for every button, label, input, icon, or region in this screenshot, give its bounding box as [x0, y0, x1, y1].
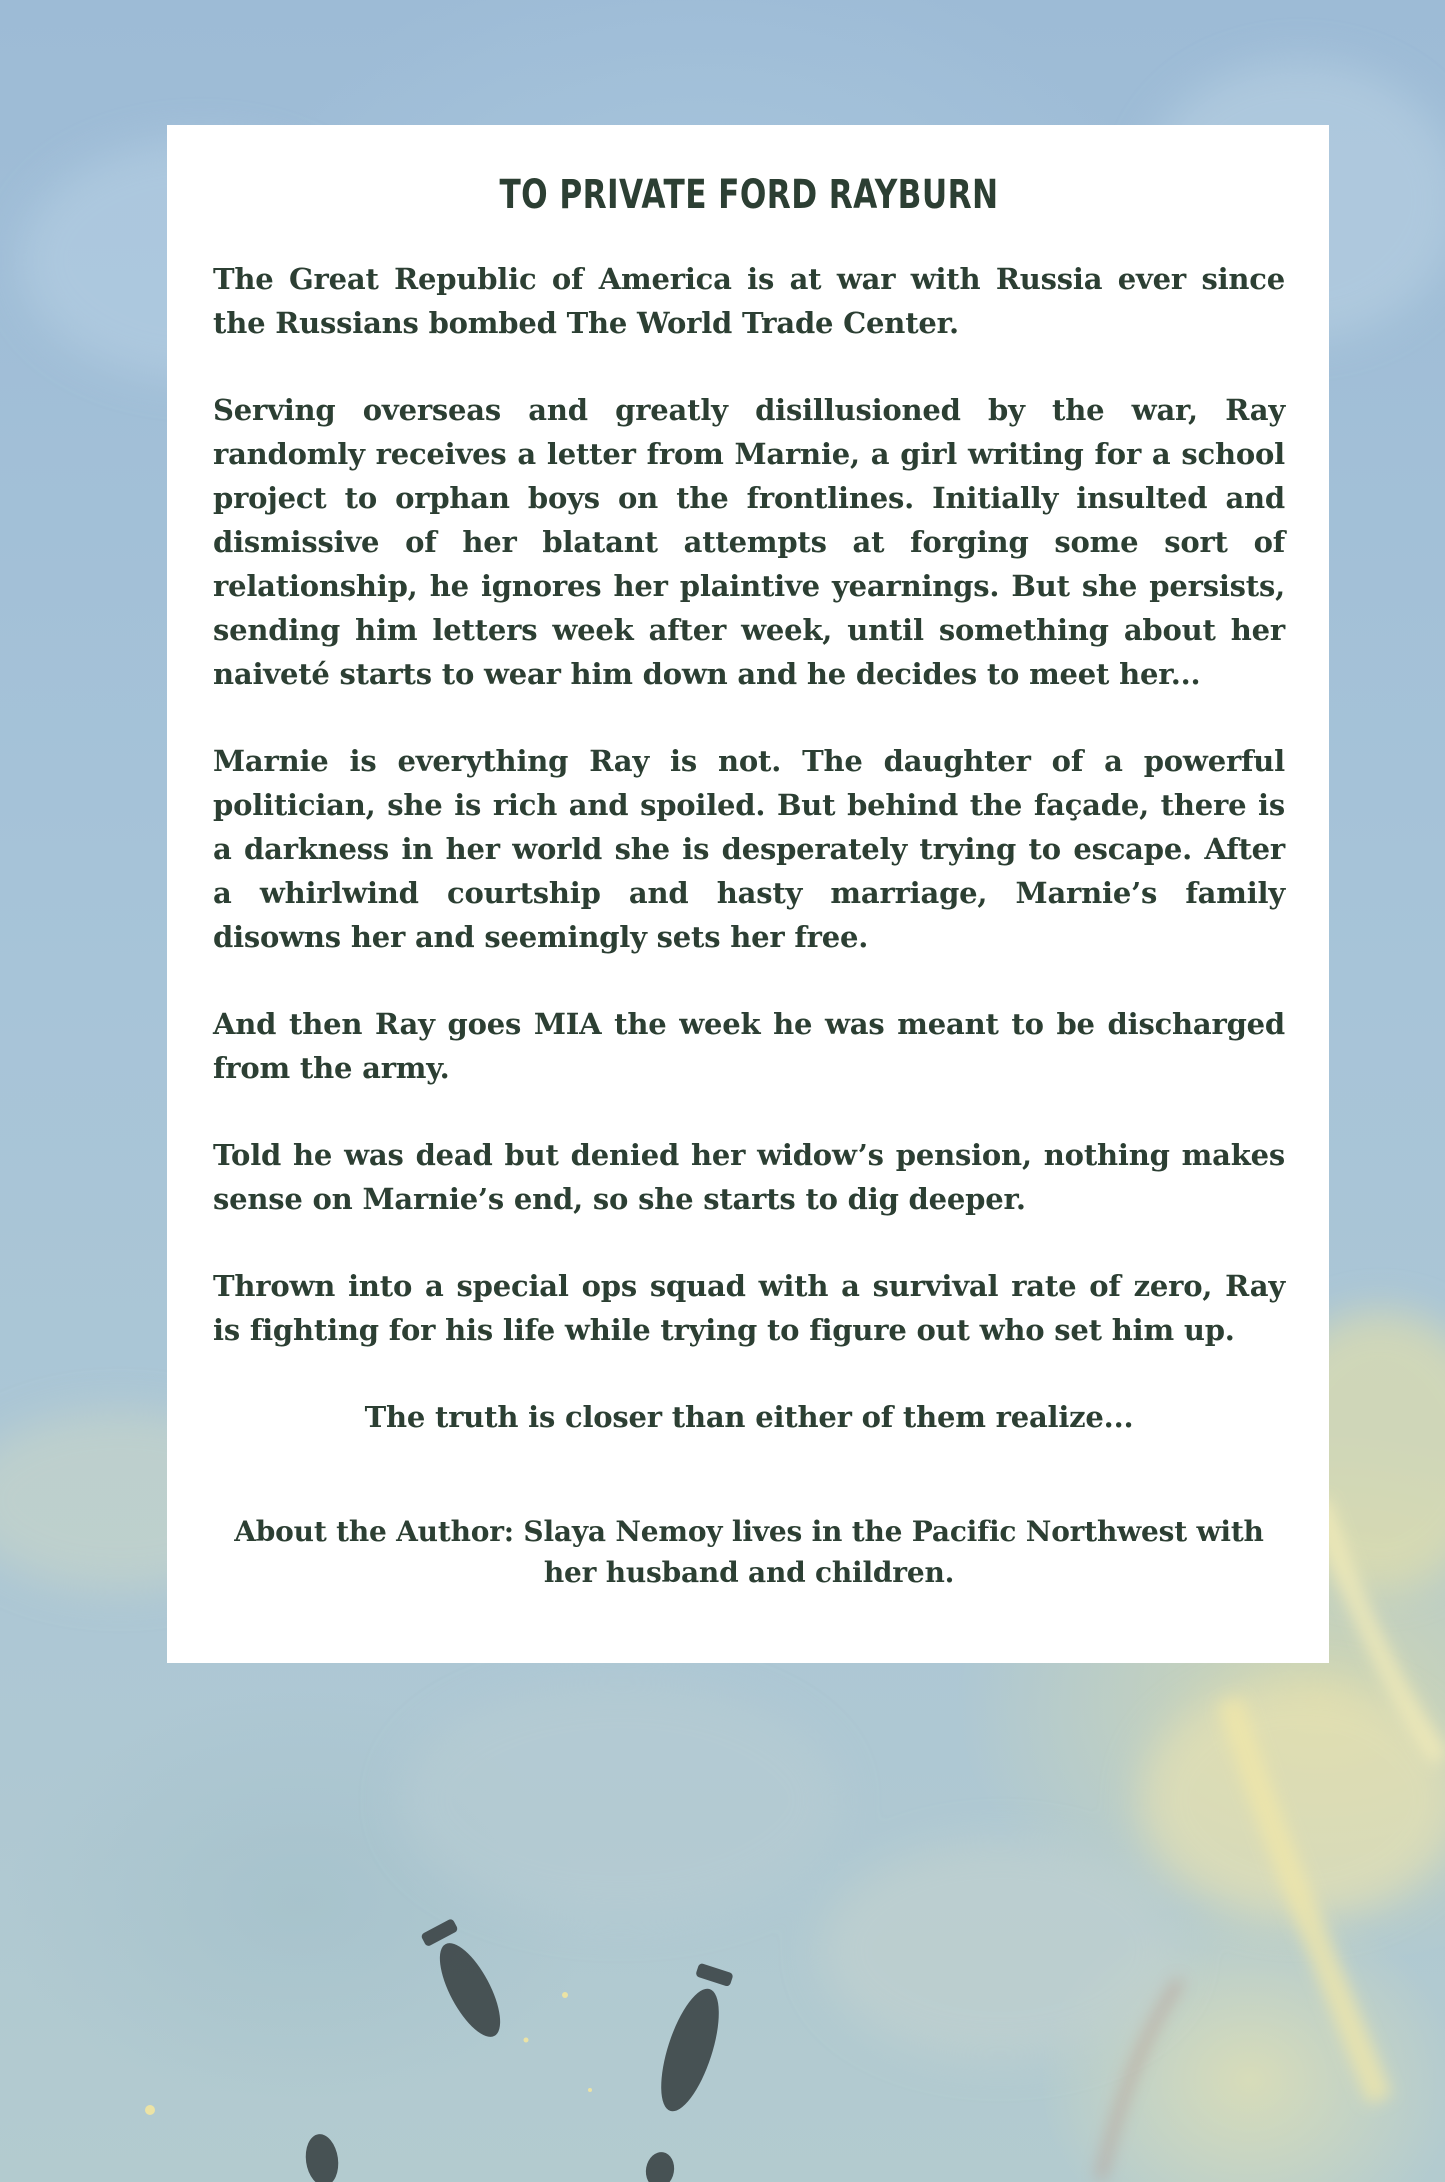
book-title: TO PRIVATE FORD RAYBURN — [499, 172, 999, 218]
falling-bomb-icon — [419, 1917, 513, 2045]
synopsis-paragraph-5: Told he was dead but denied her widow’s pension, nothing makes sense on Marnie’s end, so she starts to dig deeper. — [213, 1138, 1285, 1216]
synopsis-paragraph-3: Marnie is everything Ray is not. The daughter of a powerful politician, she is rich and spoiled. But behind the façade, there is a darkness in her world she is desperately trying to escape. After a whirlwind courtship and hasty marriage, Marnie’s family disowns her and seemingly sets her free. — [213, 744, 1285, 954]
synopsis-panel — [167, 125, 1329, 1663]
synopsis-paragraph-2: Serving overseas and greatly disillusioned by the war, Ray randomly receives a letter from Marnie, a girl writing for a school project to orphan boys on the frontlines. Initially insulted and dismissive of her blatant attempts at forging some sort of relationship, he ignores her plaintive yearnings. But she persists, sending him letters week after week, until something about her naiveté starts to wear him down and he decides to meet her... — [213, 393, 1285, 691]
synopsis-paragraph-1: The Great Republic of America is at war with Russia ever since the Russians bombed The World Trade Center. — [213, 262, 1285, 340]
synopsis-paragraph-4: And then Ray goes MIA the week he was meant to be discharged from the army. — [213, 1007, 1285, 1085]
synopsis-paragraph-6: Thrown into a special ops squad with a survival rate of zero, Ray is fighting for his life while trying to figure out who set him up. — [213, 1269, 1285, 1347]
tagline: The truth is closer than either of them realize... — [364, 1400, 1134, 1434]
about-the-author: About the Author: Slaya Nemoy lives in the Pacific Northwest with her husband and children. — [234, 1515, 1264, 1589]
